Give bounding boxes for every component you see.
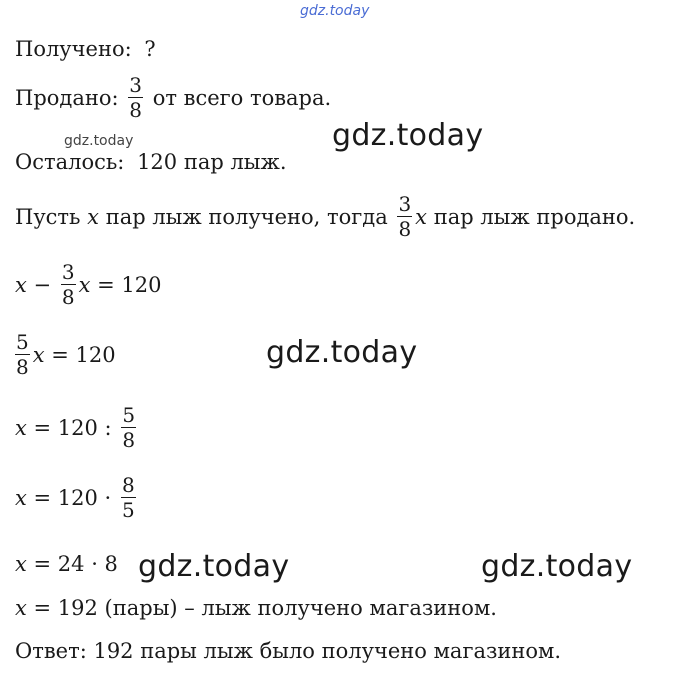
watermark-small: gdz.today (64, 133, 134, 149)
eq1-x1: x (15, 273, 27, 297)
received-line (15, 37, 156, 61)
eq3-x: x (15, 416, 27, 440)
let-line (15, 192, 636, 242)
fraction-numerator: 3 (61, 260, 75, 284)
watermark: gdz.today (332, 118, 484, 153)
sold-line (15, 73, 332, 123)
fraction-denominator: 8 (61, 285, 75, 309)
received-label: Получено: (15, 37, 132, 61)
equation-6 (15, 596, 497, 620)
header-watermark-link[interactable]: gdz.today (300, 3, 370, 19)
equation-1 (15, 260, 162, 310)
let-var: x (87, 205, 100, 229)
fraction-numerator: 5 (16, 330, 29, 354)
fraction-numerator: 8 (121, 473, 135, 497)
let-fraction (397, 193, 412, 240)
eq3-mid: = 120 : (33, 416, 112, 440)
eq2-fraction (15, 331, 30, 378)
watermark: gdz.today (481, 549, 633, 584)
eq1-rhs: = 120 (97, 273, 162, 297)
eq5-x: x (15, 552, 27, 576)
let-part3: пар лыж продано. (433, 205, 636, 229)
answer-line: Ответ: 192 пары лыж было получено магазином. (15, 639, 562, 663)
sold-fraction (128, 74, 143, 121)
left-label: Осталось: (15, 150, 125, 174)
equation-3 (15, 403, 139, 453)
sold-rest: от всего товара. (152, 86, 332, 110)
eq6-rhs: = 192 (пары) – лыж получено магазином. (33, 596, 497, 620)
left-value: 120 пар лыж. (137, 150, 287, 174)
fraction-numerator: 5 (122, 403, 136, 427)
eq4-x: x (15, 486, 27, 510)
left-line (15, 150, 287, 174)
eq4-mid: = 120 · (33, 486, 112, 510)
fraction-denominator: 5 (121, 498, 135, 522)
eq1-fraction (61, 261, 76, 308)
fraction-denominator: 8 (398, 217, 412, 241)
equation-4 (15, 473, 139, 523)
watermark: gdz.today (266, 335, 418, 370)
let-var2: x (415, 205, 428, 229)
eq4-fraction (121, 474, 136, 521)
received-value: ? (144, 37, 156, 61)
eq5-rhs: = 24 · 8 (33, 552, 118, 576)
fraction-numerator: 3 (398, 192, 412, 216)
eq1-minus: − (33, 273, 52, 297)
eq2-rhs: = 120 (51, 343, 116, 367)
equation-5 (15, 552, 118, 576)
eq3-fraction (121, 404, 136, 451)
equation-2 (15, 330, 116, 380)
fraction-denominator: 8 (16, 355, 29, 379)
fraction-denominator: 8 (129, 98, 142, 122)
watermark: gdz.today (138, 549, 290, 584)
sold-label: Продано: (15, 86, 119, 110)
let-part1: Пусть (15, 205, 81, 229)
fraction-denominator: 8 (122, 428, 136, 452)
eq2-x: x (32, 343, 45, 367)
eq6-x: x (15, 596, 27, 620)
let-part2: пар лыж получено, тогда (105, 205, 388, 229)
eq1-x2: x (78, 273, 91, 297)
fraction-numerator: 3 (129, 73, 142, 97)
